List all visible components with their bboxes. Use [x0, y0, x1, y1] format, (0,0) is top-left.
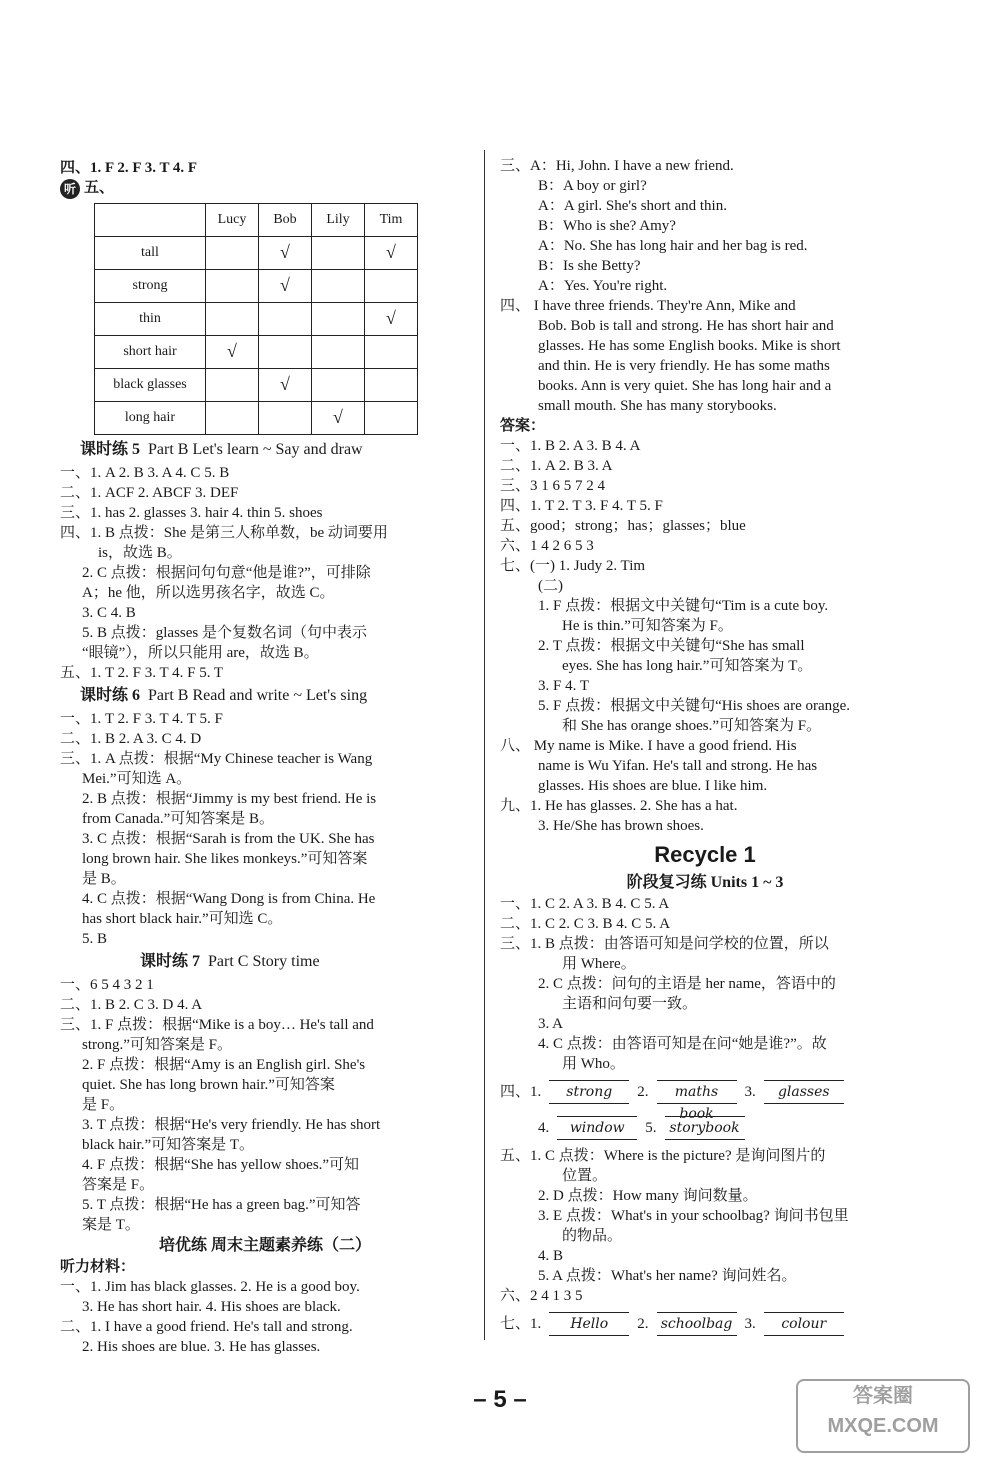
table-cell	[365, 401, 418, 434]
section-title-lesson-5: 课时练 5 Part B Let's learn ~ Say and draw	[80, 440, 363, 458]
question-number: 5.	[645, 1120, 657, 1136]
answer-line: 位置。	[562, 1168, 608, 1184]
table-cell	[365, 335, 418, 368]
answer-line: strong.”可知答案是 F。	[82, 1036, 233, 1053]
answer-line: 2. F 点拨：根据“Amy is an English girl. She's	[82, 1056, 366, 1073]
question-number: 2.	[637, 1084, 649, 1100]
handwriting-row	[500, 1074, 910, 1122]
table-cell: √	[259, 236, 312, 269]
recycle-title: Recycle 1	[654, 842, 756, 867]
answer-line: 3. A	[538, 1016, 564, 1032]
answer-line: 一、6 5 4 3 2 1	[60, 976, 154, 993]
answer-line: glasses. He has some English books. Mike is short	[538, 338, 841, 354]
answer-line: 三、1. A 点拨：根据“My Chinese teacher is Wang	[60, 750, 373, 767]
answer-line: 二、1. B 2. A 3. C 4. D	[60, 730, 202, 747]
table-cell: √	[365, 236, 418, 269]
answer-line: 2. C 点拨：问句的主语是 her name，答语中的	[538, 976, 836, 992]
table-cell	[206, 368, 259, 401]
answer-line: 3. E 点拨：What's in your schoolbag? 询问书包里	[538, 1208, 849, 1224]
answer-line: 一、1. C 2. A 3. B 4. C 5. A	[500, 896, 670, 912]
answer-line: black hair.”可知答案是 T。	[82, 1136, 255, 1153]
answer-line: 三、1. has 2. glasses 3. hair 4. thin 5. shoes	[60, 504, 323, 521]
table-header: Lucy	[206, 203, 259, 236]
answer-line: 5. T 点拨：根据“He has a green bag.”可知答	[82, 1196, 361, 1213]
answer-line: 八、 My name is Mike. I have a good friend. His	[500, 738, 797, 754]
answer-table	[94, 203, 418, 435]
handwritten-answer: window	[557, 1116, 637, 1140]
answer-line: 用 Who。	[562, 1056, 625, 1072]
answer-line: 主语和问句要一致。	[562, 996, 698, 1012]
table-cell	[312, 368, 365, 401]
column-divider	[484, 150, 485, 1340]
question-number: 3.	[744, 1316, 756, 1332]
table-cell	[312, 236, 365, 269]
table-cell: √	[365, 302, 418, 335]
answer-line: 九、1. He has glasses. 2. She has a hat.	[500, 798, 738, 814]
answer-line: 2. T 点拨：根据文中关键句“She has small	[538, 638, 805, 654]
answer-line: B：Is she Betty?	[538, 258, 641, 274]
answer-line: is，故选 B。	[98, 544, 182, 561]
answer-line: 四、1. T 2. T 3. F 4. T 5. F	[500, 498, 663, 514]
answer-line: 五、good；strong；has；glasses；blue	[500, 518, 746, 534]
answer-line: 1. F 点拨：根据文中关键句“Tim is a cute boy.	[538, 598, 829, 614]
answer-line: B：Who is she? Amy?	[538, 218, 676, 234]
handwritten-answer: strong	[549, 1080, 629, 1104]
table-row-label: long hair	[95, 401, 206, 434]
answer-line: 3. He has short hair. 4. His shoes are black.	[82, 1298, 341, 1315]
answer-line: 答案是 F。	[82, 1176, 155, 1193]
answer-line: A：A girl. She's short and thin.	[538, 198, 727, 214]
answer-line: 的物品。	[562, 1228, 623, 1244]
table-header: Lily	[312, 203, 365, 236]
section-title-weekly: 培优练 周末主题素养练（二）	[158, 1236, 371, 1254]
table-row-label: black glasses	[95, 368, 206, 401]
answer-line: 一、1. Jim has black glasses. 2. He is a good boy.	[60, 1278, 360, 1295]
table-cell	[259, 401, 312, 434]
answer-line: Mei.”可知选 A。	[82, 770, 192, 787]
answer-line: books. Ann is very quiet. She has long hair and a	[538, 378, 832, 394]
answer-line: 一、1. T 2. F 3. T 4. T 5. F	[60, 710, 223, 727]
answer-line: B：A boy or girl?	[538, 178, 647, 194]
table-cell	[206, 269, 259, 302]
answer-line: 三、1. F 点拨：根据“Mike is a boy… He's tall and	[60, 1016, 374, 1033]
table-cell	[206, 401, 259, 434]
answer-line: 和 She has orange shoes.”可知答案为 F。	[562, 718, 822, 734]
answer-line: has short black hair.”可知选 C。	[82, 910, 283, 927]
handwritten-answer: Hello	[549, 1312, 629, 1336]
answer-line: 一、1. B 2. A 3. B 4. A	[500, 438, 641, 454]
answer-line: name is Wu Yifan. He's tall and strong. He has	[538, 758, 818, 774]
answer-line: 二、1. I have a good friend. He's tall and strong.	[60, 1318, 353, 1335]
answer-line: 一、1. A 2. B 3. A 4. C 5. B	[60, 464, 230, 481]
site-watermark-logo: 答案圈 MXQE.COM	[796, 1379, 970, 1453]
answer-line: 3. F 4. T	[538, 678, 589, 694]
recycle-subtitle: 阶段复习练 Units 1 ~ 3	[626, 874, 784, 891]
answer-line: He is thin.”可知答案为 F。	[562, 618, 733, 634]
answer-line: eyes. She has long hair.”可知答案为 T。	[562, 658, 813, 674]
answer-line: glasses. His shoes are blue. I like him.	[538, 778, 768, 794]
table-header: Bob	[259, 203, 312, 236]
table-cell	[312, 335, 365, 368]
answer-line: 3. He/She has brown shoes.	[538, 818, 704, 834]
answer-line: A；he 他，所以选男孩名字，故选 C。	[82, 584, 335, 601]
answer-line: 5. B 点拨：glasses 是个复数名词（句中表示	[82, 624, 368, 641]
handwritten-answer: storybook	[665, 1116, 745, 1140]
answer-line: 2. B 点拨：根据“Jimmy is my best friend. He is	[82, 790, 377, 807]
table-header: Tim	[365, 203, 418, 236]
question-number: 2.	[637, 1316, 649, 1332]
answer-line: 听力材料：	[60, 1258, 136, 1275]
question-number: 3.	[744, 1084, 756, 1100]
answer-line: 五、1. T 2. F 3. T 4. F 5. T	[60, 664, 224, 681]
answer-line: 案是 T。	[82, 1216, 140, 1233]
table-cell: √	[259, 269, 312, 302]
answer-line: 二、1. B 2. C 3. D 4. A	[60, 996, 203, 1013]
table-cell: √	[312, 401, 365, 434]
answer-line: from Canada.”可知答案是 B。	[82, 810, 275, 827]
answer-line: 三、1. B 点拨：由答语可知是问学校的位置，所以	[500, 936, 829, 952]
handwritten-answer: colour	[764, 1312, 844, 1336]
answer-line: 三、A：Hi, John. I have a new friend.	[500, 158, 734, 174]
listen-icon: 听	[60, 179, 80, 199]
table-row-label: thin	[95, 302, 206, 335]
question-label: 七、1.	[500, 1316, 542, 1332]
table-cell	[259, 302, 312, 335]
answer-line: 3. C 点拨：根据“Sarah is from the UK. She has	[82, 830, 375, 847]
table-cell	[365, 269, 418, 302]
answer-line: 是 F。	[82, 1096, 125, 1113]
handwriting-row	[500, 1110, 910, 1146]
answer-line: 4. F 点拨：根据“She has yellow shoes.”可知	[82, 1156, 360, 1173]
answer-line: 七、(一) 1. Judy 2. Tim	[500, 558, 646, 574]
page-number: – 5 –	[473, 1386, 527, 1413]
answer-line: Bob. Bob is tall and strong. He has short hair and	[538, 318, 834, 334]
answer-line: 四、1. B 点拨：She 是第三人称单数，be 动词要用	[60, 524, 388, 541]
answer-line: small mouth. She has many storybooks.	[538, 398, 777, 414]
answer-line: 2. His shoes are blue. 3. He has glasses.	[82, 1338, 321, 1355]
table-row-label: tall	[95, 236, 206, 269]
answer-line: 4. C 点拨：由答语可知是在问“她是谁?”。故	[538, 1036, 827, 1052]
answer-line: 2. C 点拨：根据问句句意“他是谁?”，可排除	[82, 564, 371, 581]
handwritten-answer: schoolbag	[657, 1312, 737, 1336]
table-cell: √	[206, 335, 259, 368]
answer-line: 二、1. ACF 2. ABCF 3. DEF	[60, 484, 239, 501]
answer-line: 五、1. C 点拨：Where is the picture? 是询问图片的	[500, 1148, 826, 1164]
section-title-lesson-7: 课时练 7 Part C Story time	[140, 952, 320, 970]
answer-line: 3. C 4. B	[82, 604, 136, 621]
table-cell	[312, 269, 365, 302]
answer-line: 是 B。	[82, 870, 126, 887]
table-cell	[365, 368, 418, 401]
answer-line: and thin. He is very friendly. He has some maths	[538, 358, 830, 374]
section-title-lesson-6: 课时练 6 Part B Read and write ~ Let's sing	[80, 686, 368, 704]
handwriting-row	[500, 1306, 910, 1342]
question-label: 四、1.	[500, 1084, 542, 1100]
table-row-label: strong	[95, 269, 206, 302]
handwritten-answer: glasses	[764, 1080, 844, 1104]
answer-line: 4. C 点拨：根据“Wang Dong is from China. He	[82, 890, 376, 907]
answer-line: “眼镜”），所以只能用 are，故选 B。	[82, 644, 319, 661]
table-cell: √	[259, 368, 312, 401]
answer-line: 六、2 4 1 3 5	[500, 1288, 583, 1304]
answer-line: 4. B	[538, 1248, 564, 1264]
answer-line: long brown hair. She likes monkeys.”可知答案	[82, 850, 368, 867]
answer-line: 3. T 点拨：根据“He's very friendly. He has short	[82, 1116, 381, 1133]
answer-line: 三、3 1 6 5 7 2 4	[500, 478, 606, 494]
table-row-label: short hair	[95, 335, 206, 368]
answer-line: 六、1 4 2 6 5 3	[500, 538, 594, 554]
right-column	[500, 156, 910, 1342]
answer-line: 2. D 点拨：How many 询问数量。	[538, 1188, 758, 1204]
answer-line: 5. B	[82, 930, 108, 947]
left-column	[60, 158, 470, 1357]
table-corner	[95, 203, 206, 236]
answer-line: quiet. She has long brown hair.”可知答案	[82, 1076, 335, 1093]
answer-line: A：Yes. You're right.	[538, 278, 668, 294]
answer-line: 用 Where。	[562, 956, 636, 972]
handwritten-answer: maths book	[657, 1080, 737, 1104]
table-cell	[206, 236, 259, 269]
question-number: 4.	[538, 1120, 550, 1136]
answer-line: 5. F 点拨：根据文中关键句“His shoes are orange.	[538, 698, 851, 714]
answer-line: (二)	[538, 578, 563, 594]
answer-line: A：No. She has long hair and her bag is red.	[538, 238, 808, 254]
answers-label: 答案：	[500, 418, 546, 434]
answer-line: 听 五、	[60, 178, 470, 199]
answer-line: 四、 I have three friends. They're Ann, Mike and	[500, 298, 796, 314]
answer-line: 二、1. A 2. B 3. A	[500, 458, 613, 474]
table-cell	[206, 302, 259, 335]
answer-line: 四、1. F 2. F 3. T 4. F	[60, 160, 198, 176]
answer-line: 5. A 点拨：What's her name? 询问姓名。	[538, 1268, 797, 1284]
table-cell	[312, 302, 365, 335]
answer-line: 二、1. C 2. C 3. B 4. C 5. A	[500, 916, 671, 932]
table-cell	[259, 335, 312, 368]
